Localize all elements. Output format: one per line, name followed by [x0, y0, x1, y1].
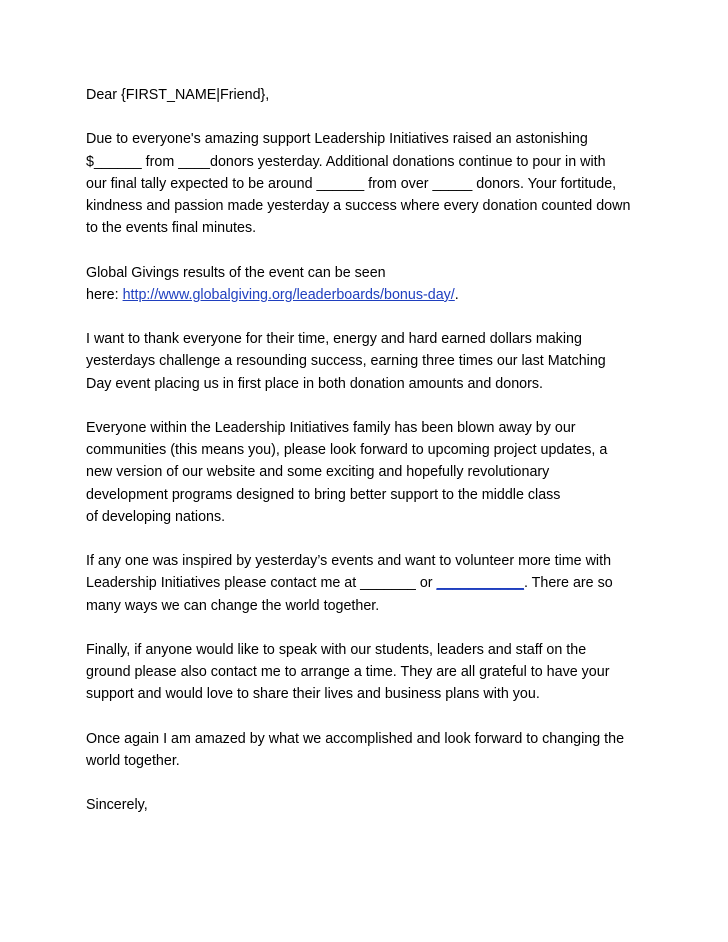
contact-prefix: Leadership Initiatives please contact me at _______ or	[86, 575, 437, 592]
text-line-with-contact	[86, 572, 656, 594]
paragraph-thanks	[86, 328, 656, 395]
paragraph-updates	[86, 417, 656, 528]
text-line: If any one was inspired by yesterday’s events and want to volunteer more time with	[86, 553, 612, 570]
paragraph-globalgiving	[86, 262, 656, 306]
text-line: communities (this means you), please look forward to upcoming project updates, a	[86, 442, 608, 459]
paragraph-visit	[86, 639, 656, 706]
greeting-text: Dear {FIRST_NAME|Friend},	[86, 87, 270, 103]
text-line: I want to thank everyone for their time, energy and hard earned dollars making	[86, 331, 582, 348]
contact-suffix: . There are so	[523, 575, 613, 592]
text-line: our final tally expected to be around ______ from over _____ donors. Your fortitude,	[86, 175, 617, 192]
text-line: Everyone within the Leadership Initiatives family has been blown away by our	[86, 419, 576, 436]
text-line: world together.	[86, 752, 180, 769]
text-line-with-link	[86, 284, 656, 306]
text-line: $______ from ____donors yesterday. Additional donations continue to pour in with	[86, 153, 606, 170]
closing	[86, 794, 656, 816]
greeting	[86, 84, 656, 106]
text-line: kindness and passion made yesterday a success where every donation counted down	[86, 198, 631, 214]
text-line: development programs designed to bring better support to the middle class	[86, 486, 561, 503]
text-line: Global Givings results of the event can be seen	[86, 264, 386, 281]
text-line: to the events final minutes.	[86, 220, 257, 237]
link-suffix: .	[454, 286, 459, 303]
text-line: ground please also contact me to arrange a time. They are all grateful to have your	[86, 664, 610, 681]
paragraph-results	[86, 128, 656, 239]
contact-email-link[interactable]: ___________	[436, 575, 524, 592]
text-line: new version of our website and some exciting and hopefully revolutionary	[86, 464, 550, 481]
globalgiving-leaderboard-link[interactable]: http://www.globalgiving.org/leaderboards/bonus-day/	[122, 286, 455, 303]
text-line: Due to everyone's amazing support Leadership Initiatives raised an astonishing	[86, 131, 588, 148]
text-line: Finally, if anyone would like to speak with our students, leaders and staff on the	[86, 641, 587, 658]
paragraph-volunteer	[86, 550, 656, 617]
paragraph-closing-thoughts	[86, 728, 656, 772]
text-line: yesterdays challenge a resounding success, earning three times our last Matching	[86, 353, 606, 370]
letter-body	[86, 84, 656, 839]
text-line: many ways we can change the world together.	[86, 597, 380, 614]
text-line: Once again I am amazed by what we accomplished and look forward to changing the	[86, 730, 625, 747]
link-prefix: here:	[86, 286, 123, 303]
text-line: of developing nations.	[86, 508, 226, 525]
closing-text: Sincerely,	[86, 797, 148, 814]
text-line: Day event placing us in first place in both donation amounts and donors.	[86, 375, 543, 392]
text-line: support and would love to share their lives and business plans with you.	[86, 686, 540, 703]
